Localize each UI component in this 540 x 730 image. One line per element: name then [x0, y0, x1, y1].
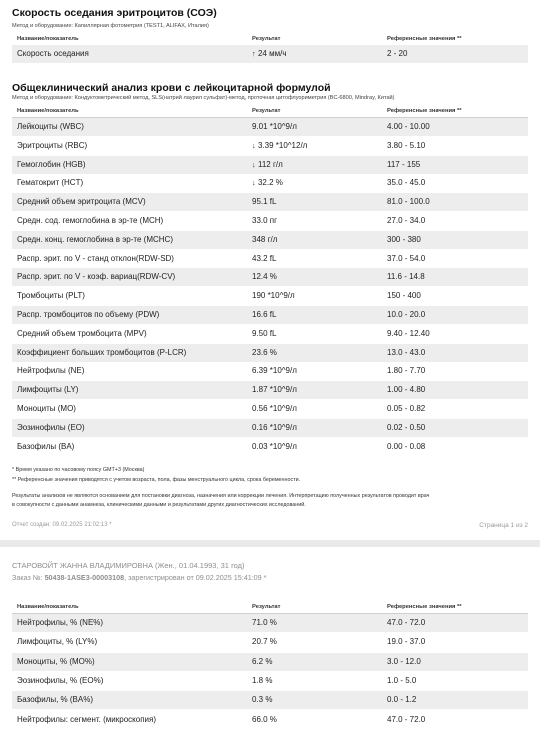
result-cell — [252, 254, 276, 263]
analyte-name: Лимфоциты (LY) — [17, 385, 79, 395]
table-row — [12, 118, 528, 136]
analyte-name: Моноциты, % (MO%) — [17, 656, 95, 666]
reference-range: 2 - 20 — [387, 49, 408, 58]
table-row — [12, 691, 528, 709]
reference-range: 1.00 - 4.80 — [387, 385, 426, 395]
order-label: Заказ №: — [12, 573, 43, 582]
result-cell — [252, 657, 272, 666]
col-result-header: Результат — [252, 36, 281, 42]
analyte-name: Гемоглобин (HGB) — [17, 159, 86, 169]
order-number: 50438-1ASE3-00003108 — [44, 573, 125, 582]
col-name-header: Название/показатель — [17, 36, 79, 42]
table-row — [12, 212, 528, 230]
page-number: Страница 1 из 2 — [479, 522, 528, 529]
reference-range: 27.0 - 34.0 — [387, 216, 426, 225]
result-value: 112 г/л — [257, 159, 283, 169]
table-row — [12, 419, 528, 437]
table-row — [12, 137, 528, 155]
result-value: 1.8 % — [252, 675, 273, 685]
reference-range: 300 - 380 — [387, 234, 421, 244]
result-cell — [252, 676, 272, 685]
analyte-name: Средний объем эритроцита (MCV) — [17, 197, 146, 207]
reference-range: 1.0 - 5.0 — [387, 675, 417, 685]
result-value: 33.0 пг — [252, 216, 278, 225]
result-value: 6.2 % — [252, 656, 273, 666]
analyte-name: Базофилы (BA) — [17, 441, 75, 451]
col-ref-header: Референсные значения ** — [387, 108, 462, 114]
result-cell — [252, 442, 297, 451]
reference-range: 81.0 - 100.0 — [387, 197, 430, 207]
result-cell — [252, 637, 277, 646]
result-value: 12.4 % — [252, 272, 277, 282]
result-value: 0.56 *10^9/л — [252, 404, 297, 413]
table-row — [12, 633, 528, 651]
cbc-method: Метод и оборудование: Кондуктометрический метод, SLS(натрий лаурил сульфат)-метод, проточная цитофлуориметрия (BC-6800, Mindray, Китай) — [12, 95, 395, 101]
table-row — [12, 711, 528, 729]
col-name-header: Название/показатель — [17, 108, 79, 114]
table-row — [12, 45, 528, 63]
analyte-name: Эритроциты (RBC) — [17, 140, 88, 150]
reference-range: 11.6 - 14.8 — [387, 272, 425, 282]
result-value: 0.3 % — [252, 695, 273, 705]
table-row — [12, 231, 528, 249]
result-cell — [252, 423, 297, 432]
result-cell — [252, 235, 277, 244]
analyte-name: Лейкоциты (WBC) — [17, 122, 84, 131]
cbc-section-title: Общеклинический анализ крови с лейкоцитарной формулой — [12, 82, 331, 94]
arrow-down-icon: ↓ — [252, 178, 256, 188]
table-row — [12, 268, 528, 286]
result-value: 95.1 fL — [252, 197, 277, 207]
result-value: 23.6 % — [252, 347, 277, 357]
result-cell — [252, 366, 297, 375]
result-value: 1.87 *10^9/л — [252, 385, 297, 395]
result-cell — [252, 715, 277, 724]
result-cell — [252, 272, 277, 281]
col-result-header: Результат — [252, 604, 281, 610]
result-value: 348 г/л — [252, 234, 278, 244]
report-created: Отчет создан: 09.02.2025 21:02:13 * — [12, 522, 112, 528]
col-ref-header: Референсные значения ** — [387, 36, 462, 42]
disclaimer-line-1: Результаты анализов не являются основанием для постановки диагноза, назначения или коррекции лечения. Интерпретацию полученных результатов проводит врач — [12, 493, 430, 499]
analyte-name: Распр. эрит. по V - коэф. вариац(RDW-CV) — [17, 272, 176, 282]
table-row — [12, 193, 528, 211]
reference-range: 19.0 - 37.0 — [387, 637, 426, 647]
result-cell — [252, 197, 276, 206]
analyte-name: Нейтрофилы (NE) — [17, 366, 85, 376]
reference-range: 47.0 - 72.0 — [387, 618, 426, 627]
result-cell — [252, 695, 272, 704]
reference-range: 150 - 400 — [387, 291, 421, 301]
analyte-name: Коэффициент больших тромбоцитов (P-LCR) — [17, 347, 187, 357]
result-cell — [252, 404, 297, 413]
table-row — [12, 174, 528, 192]
analyte-name: Тромбоциты (PLT) — [17, 291, 85, 301]
result-value: 6.39 *10^9/л — [252, 366, 297, 376]
table-row — [12, 344, 528, 362]
page-break — [0, 540, 540, 547]
col-name-header: Название/показатель — [17, 604, 79, 610]
result-cell — [252, 618, 277, 627]
result-value: 9.01 *10^9/л — [252, 122, 297, 131]
analyte-name: Эозинофилы (EO) — [17, 422, 85, 432]
result-cell — [252, 310, 276, 319]
analyte-name: Распр. тромбоцитов по объему (PDW) — [17, 310, 160, 319]
result-cell — [252, 49, 287, 58]
reference-range: 117 - 155 — [387, 159, 421, 169]
reference-range: 10.0 - 20.0 — [387, 310, 426, 319]
table-row — [12, 156, 528, 174]
result-value: 0.03 *10^9/л — [252, 441, 297, 451]
reference-range: 1.80 - 7.70 — [387, 366, 426, 376]
result-cell — [252, 329, 276, 338]
result-cell — [252, 348, 277, 357]
result-value: 32.2 % — [257, 178, 283, 188]
analyte-name: Средн. сод. гемоглобина в эр-те (MCH) — [17, 216, 164, 225]
table-row — [12, 672, 528, 690]
order-registered: , зарегистрирован от 09.02.2025 15:41:09 * — [124, 573, 267, 582]
table-row — [12, 614, 528, 632]
reference-range: 3.80 - 5.10 — [387, 140, 426, 150]
reference-range: 37.0 - 54.0 — [387, 253, 426, 263]
analyte-name: Средний объем тромбоцита (MPV) — [17, 328, 147, 338]
table-row — [12, 381, 528, 399]
reference-range: 0.02 - 0.50 — [387, 422, 426, 432]
analyte-name: Гематокрит (HCT) — [17, 178, 84, 188]
table-row — [12, 653, 528, 671]
reference-footnote: ** Референсные значения приводятся с учетом возраста, пола, фазы менструального цикла, срока беременности. — [12, 477, 301, 483]
reference-range: 3.0 - 12.0 — [387, 656, 421, 666]
analyte-name: Лимфоциты, % (LY%) — [17, 637, 98, 647]
reference-range: 9.40 - 12.40 — [387, 328, 430, 338]
disclaimer-line-2: в совокупности с данными анамнеза, клиническими данными и результатами других диагностических исследований. — [12, 502, 306, 508]
order-info — [12, 573, 266, 582]
result-value: 0.16 *10^9/л — [252, 422, 297, 432]
table-row — [12, 400, 528, 418]
result-value: 24 мм/ч — [257, 49, 287, 58]
result-cell — [252, 385, 297, 394]
result-value: 66.0 % — [252, 714, 277, 724]
reference-range: 35.0 - 45.0 — [387, 178, 426, 188]
reference-range: 47.0 - 72.0 — [387, 714, 426, 724]
table-row — [12, 325, 528, 343]
analyte-name: Нейтрофилы: сегмент. (микроскопия) — [17, 714, 156, 724]
esr-method: Метод и оборудование: Капиллярная фотометрия (TEST1, ALIFAX, Италия) — [12, 23, 209, 29]
table-row — [12, 250, 528, 268]
result-value: 190 *10^9/л — [252, 291, 295, 301]
result-cell — [252, 160, 283, 169]
analyte-name: Нейтрофилы, % (NE%) — [17, 618, 104, 627]
result-value: 20.7 % — [252, 637, 277, 647]
table-row — [12, 306, 528, 324]
result-cell — [252, 141, 307, 150]
time-footnote: * Время указано по часовому поясу GMT+3 (Москва) — [12, 467, 145, 473]
result-value: 71.0 % — [252, 618, 277, 627]
result-value: 3.39 *10^12/л — [257, 140, 308, 150]
analyte-name: Скорость оседания — [17, 49, 89, 58]
arrow-down-icon: ↓ — [252, 159, 256, 169]
analyte-name: Средн. конц. гемоглобина в эр-те (MCHC) — [17, 234, 173, 244]
result-cell — [252, 216, 277, 225]
analyte-name: Моноциты (MO) — [17, 404, 76, 413]
reference-range: 0.0 - 1.2 — [387, 695, 417, 705]
result-value: 43.2 fL — [252, 253, 277, 263]
col-ref-header: Референсные значения ** — [387, 604, 462, 610]
table-row — [12, 362, 528, 380]
result-value: 9.50 fL — [252, 328, 277, 338]
analyte-name: Распр. эрит. по V - станд отклон(RDW-SD) — [17, 253, 174, 263]
table-row — [12, 438, 528, 456]
arrow-down-icon: ↓ — [252, 140, 256, 150]
result-cell — [252, 291, 295, 300]
analyte-name: Эозинофилы, % (EO%) — [17, 675, 104, 685]
reference-range: 0.00 - 0.08 — [387, 441, 426, 451]
result-value: 16.6 fL — [252, 310, 277, 319]
col-result-header: Результат — [252, 108, 281, 114]
esr-section-title: Скорость оседания эритроцитов (СОЭ) — [12, 7, 217, 19]
result-cell — [252, 178, 283, 187]
analyte-name: Базофилы, % (BA%) — [17, 695, 93, 705]
result-cell — [252, 122, 297, 131]
reference-range: 0.05 - 0.82 — [387, 404, 426, 413]
arrow-up-icon: ↑ — [252, 49, 256, 58]
patient-info: СТАРОВОЙТ ЖАННА ВЛАДИМИРОВНА (Жен., 01.04.1993, 31 год) — [12, 561, 245, 570]
table-row — [12, 287, 528, 305]
reference-range: 4.00 - 10.00 — [387, 122, 430, 131]
reference-range: 13.0 - 43.0 — [387, 347, 426, 357]
